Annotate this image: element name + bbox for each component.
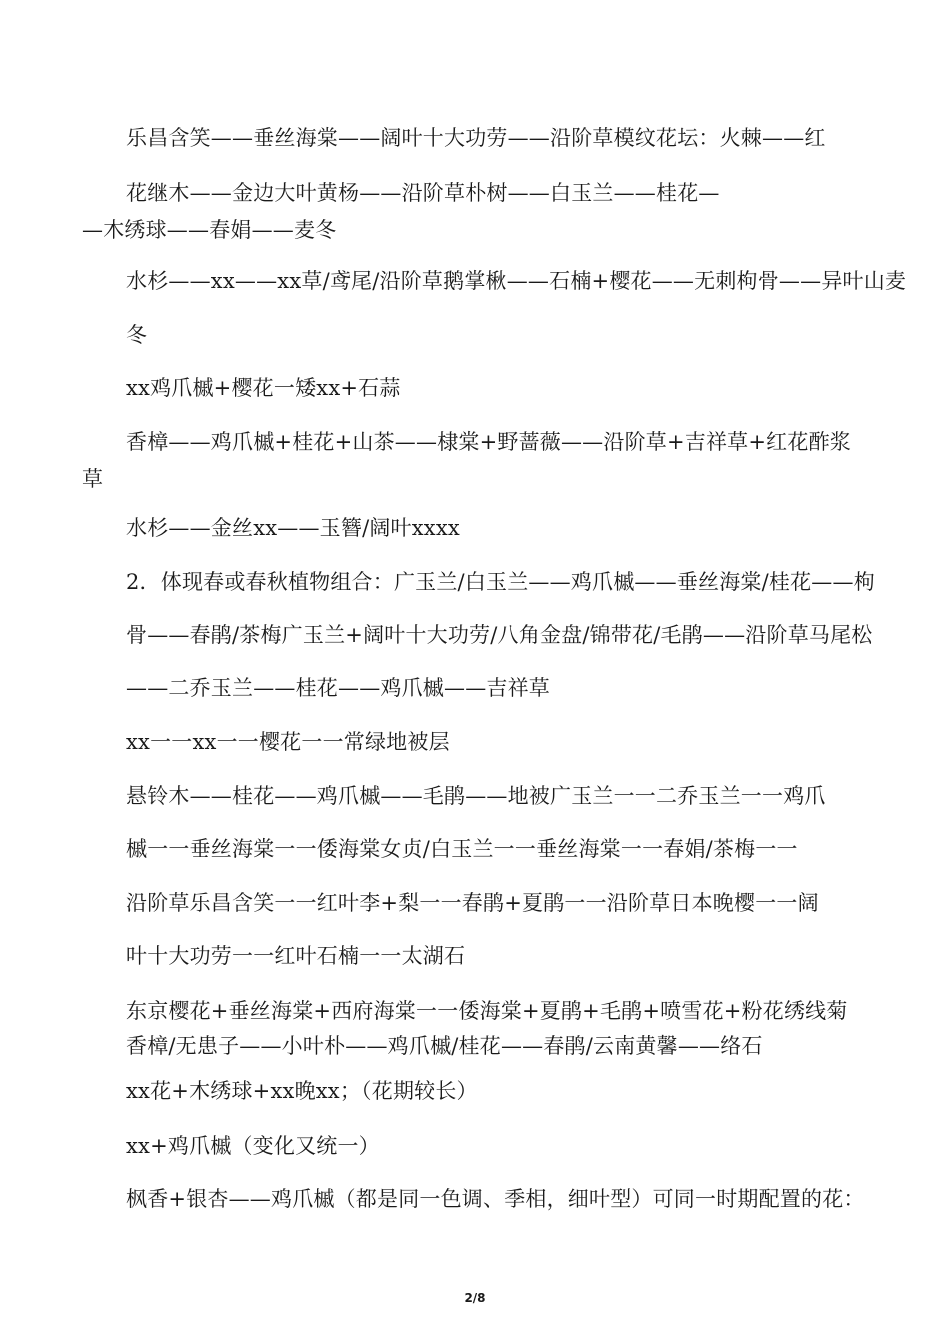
text-line: xx鸡爪槭+樱花一矮xx+石蒜 [126,376,401,400]
text-line: —木绣球——春娟——麦冬 [82,218,337,242]
text-line: 槭一一垂丝海棠一一倭海棠女贞/白玉兰一一垂丝海棠一一春娟/茶梅一一 [126,837,798,861]
text-line: 枫香+银杏——鸡爪槭（都是同一色调、季相，细叶型）可同一时期配置的花： [126,1187,865,1211]
text-line: 悬铃木——桂花——鸡爪槭——毛鹃——地被广玉兰一一二乔玉兰一一鸡爪 [126,784,826,808]
text-line: 东京樱花+垂丝海棠+西府海棠一一倭海棠+夏鹃+毛鹃+喷雪花+粉花绣线菊 [126,999,848,1023]
text-line: xx花+木绣球+xx晚xx；（花期较长） [126,1079,478,1103]
text-line: 香樟——鸡爪槭+桂花+山茶——棣棠+野蔷薇——沿阶草+吉祥草+红花酢浆 [126,430,851,454]
text-line: xx+鸡爪槭（变化又统一） [126,1134,380,1158]
text-line: 花继木——金边大叶黄杨——沿阶草朴树——白玉兰——桂花— [126,181,720,205]
text-line: 冬 [126,323,148,347]
text-line: 乐昌含笑——垂丝海棠——阔叶十大功劳——沿阶草模纹花坛：火棘——红 [126,126,826,150]
text-line: xx一一xx一一樱花一一常绿地被层 [126,730,450,754]
text-line: ——二乔玉兰——桂花——鸡爪槭——吉祥草 [126,676,550,700]
text-line: 香樟/无患子——小叶朴——鸡爪槭/桂花——春鹃/云南黄馨——络石 [126,1034,763,1058]
text-line: 叶十大功劳一一红叶石楠一一太湖石 [126,944,466,968]
text-line: 2．体现春或春秋植物组合：广玉兰/白玉兰——鸡爪槭——垂丝海棠/桂花——枸 [126,570,875,594]
text-line: 沿阶草乐昌含笑一一红叶李+梨一一春鹃+夏鹃一一沿阶草日本晚樱一一阔 [126,891,819,915]
text-line: 草 [82,467,104,491]
text-line: 水杉——xx——xx草/鸢尾/沿阶草鹅掌楸——石楠+樱花——无刺枸骨——异叶山麦 [126,269,907,293]
text-line: 骨——春鹃/茶梅广玉兰+阔叶十大功劳/八角金盘/锦带花/毛鹃——沿阶草马尾松 [126,623,873,647]
page-number: 2/8 [464,1291,486,1305]
text-line: 水杉——金丝xx——玉簪/阔叶xxxx [126,516,460,540]
